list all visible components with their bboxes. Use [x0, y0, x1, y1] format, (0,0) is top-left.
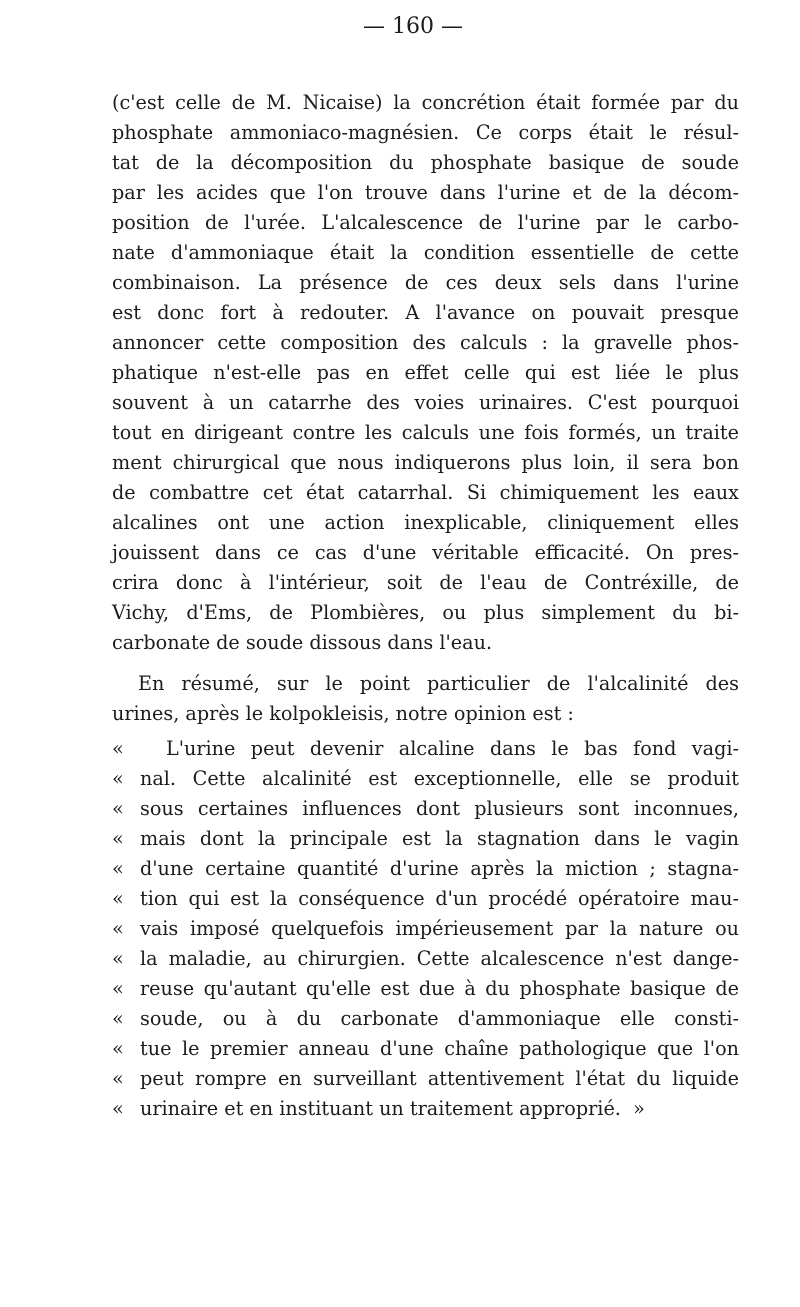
text-line: alcalines ont une action inexplicable, cliniquement elles	[112, 511, 739, 534]
quote-mark: «	[112, 827, 124, 850]
text-line: En résumé, sur le point particulier de l'alcalinité des	[138, 672, 739, 695]
quote-mark: «	[112, 737, 124, 760]
text-line: ment chirurgical que nous indiquerons plus loin, il sera bon	[112, 451, 739, 474]
page-number: — 160 —	[363, 14, 463, 39]
quote-line: d'une certaine quantité d'urine après la miction ; stagna-	[140, 857, 739, 880]
quote-line: mais dont la principale est la stagnation dans le vagin	[140, 827, 739, 850]
quote-line: tion qui est la conséquence d'un procédé opératoire mau-	[140, 887, 739, 910]
text-line: combinaison. La présence de ces deux sels dans l'urine	[112, 271, 739, 294]
quote-mark: «	[112, 857, 124, 880]
text-line: carbonate de soude dissous dans l'eau.	[112, 631, 493, 654]
quote-line: vais imposé quelquefois impérieusement par la nature ou	[140, 917, 739, 940]
text-line: (c'est celle de M. Nicaise) la concrétion était formée par du	[112, 91, 739, 114]
quote-mark: «	[112, 947, 124, 970]
text-line: Vichy, d'Ems, de Plombières, ou plus simplement du bi-	[112, 601, 739, 624]
quote-line: nal. Cette alcalinité est exceptionnelle, elle se produit	[140, 767, 739, 790]
quote-mark: «	[112, 1097, 124, 1120]
text-line: par les acides que l'on trouve dans l'urine et de la décom-	[112, 181, 739, 204]
text-line: souvent à un catarrhe des voies urinaires. C'est pourquoi	[112, 391, 739, 414]
quote-line: soude, ou à du carbonate d'ammoniaque elle consti-	[140, 1007, 739, 1030]
text-line: phosphate ammoniaco-magnésien. Ce corps était le résul-	[112, 121, 739, 144]
text-line: est donc fort à redouter. A l'avance on pouvait presque	[112, 301, 739, 324]
quote-mark: «	[112, 977, 124, 1000]
quote-line: reuse qu'autant qu'elle est due à du phosphate basique de	[140, 977, 739, 1000]
quote-line-text: urinaire et en instituant un traitement approprié.	[140, 1097, 621, 1120]
quote-mark: «	[112, 1007, 124, 1030]
quote-line: tue le premier anneau d'une chaîne pathologique que l'on	[140, 1037, 739, 1060]
quote-line: sous certaines influences dont plusieurs sont inconnues,	[140, 797, 739, 820]
text-line: annoncer cette composition des calculs : la gravelle phos-	[112, 331, 739, 354]
quote-mark: «	[112, 1037, 124, 1060]
quote-line: L'urine peut devenir alcaline dans le bas fond vagi-	[166, 737, 739, 760]
quote-close-mark: »	[633, 1097, 645, 1120]
text-line: urines, après le kolpokleisis, notre opinion est :	[112, 702, 574, 725]
text-line: phatique n'est-elle pas en effet celle qui est liée le plus	[112, 361, 739, 384]
quote-line: la maladie, au chirurgien. Cette alcalescence n'est dange-	[140, 947, 739, 970]
quote-mark: «	[112, 1067, 124, 1090]
quote-line	[140, 1094, 739, 1124]
quote-mark: «	[112, 917, 124, 940]
text-line: tat de la décomposition du phosphate basique de soude	[112, 151, 739, 174]
text-line: nate d'ammoniaque était la condition essentielle de cette	[112, 241, 739, 264]
quote-mark: «	[112, 887, 124, 910]
text-line: crira donc à l'intérieur, soit de l'eau de Contréxille, de	[112, 571, 739, 594]
text-line: tout en dirigeant contre les calculs une fois formés, un traite	[112, 421, 739, 444]
text-line: position de l'urée. L'alcalescence de l'urine par le carbo-	[112, 211, 739, 234]
quote-mark: «	[112, 797, 124, 820]
quote-line: peut rompre en surveillant attentivement l'état du liquide	[140, 1067, 739, 1090]
text-line: jouissent dans ce cas d'une véritable efficacité. On pres-	[112, 541, 739, 564]
quote-mark: «	[112, 767, 124, 790]
text-line: de combattre cet état catarrhal. Si chimiquement les eaux	[112, 481, 739, 504]
